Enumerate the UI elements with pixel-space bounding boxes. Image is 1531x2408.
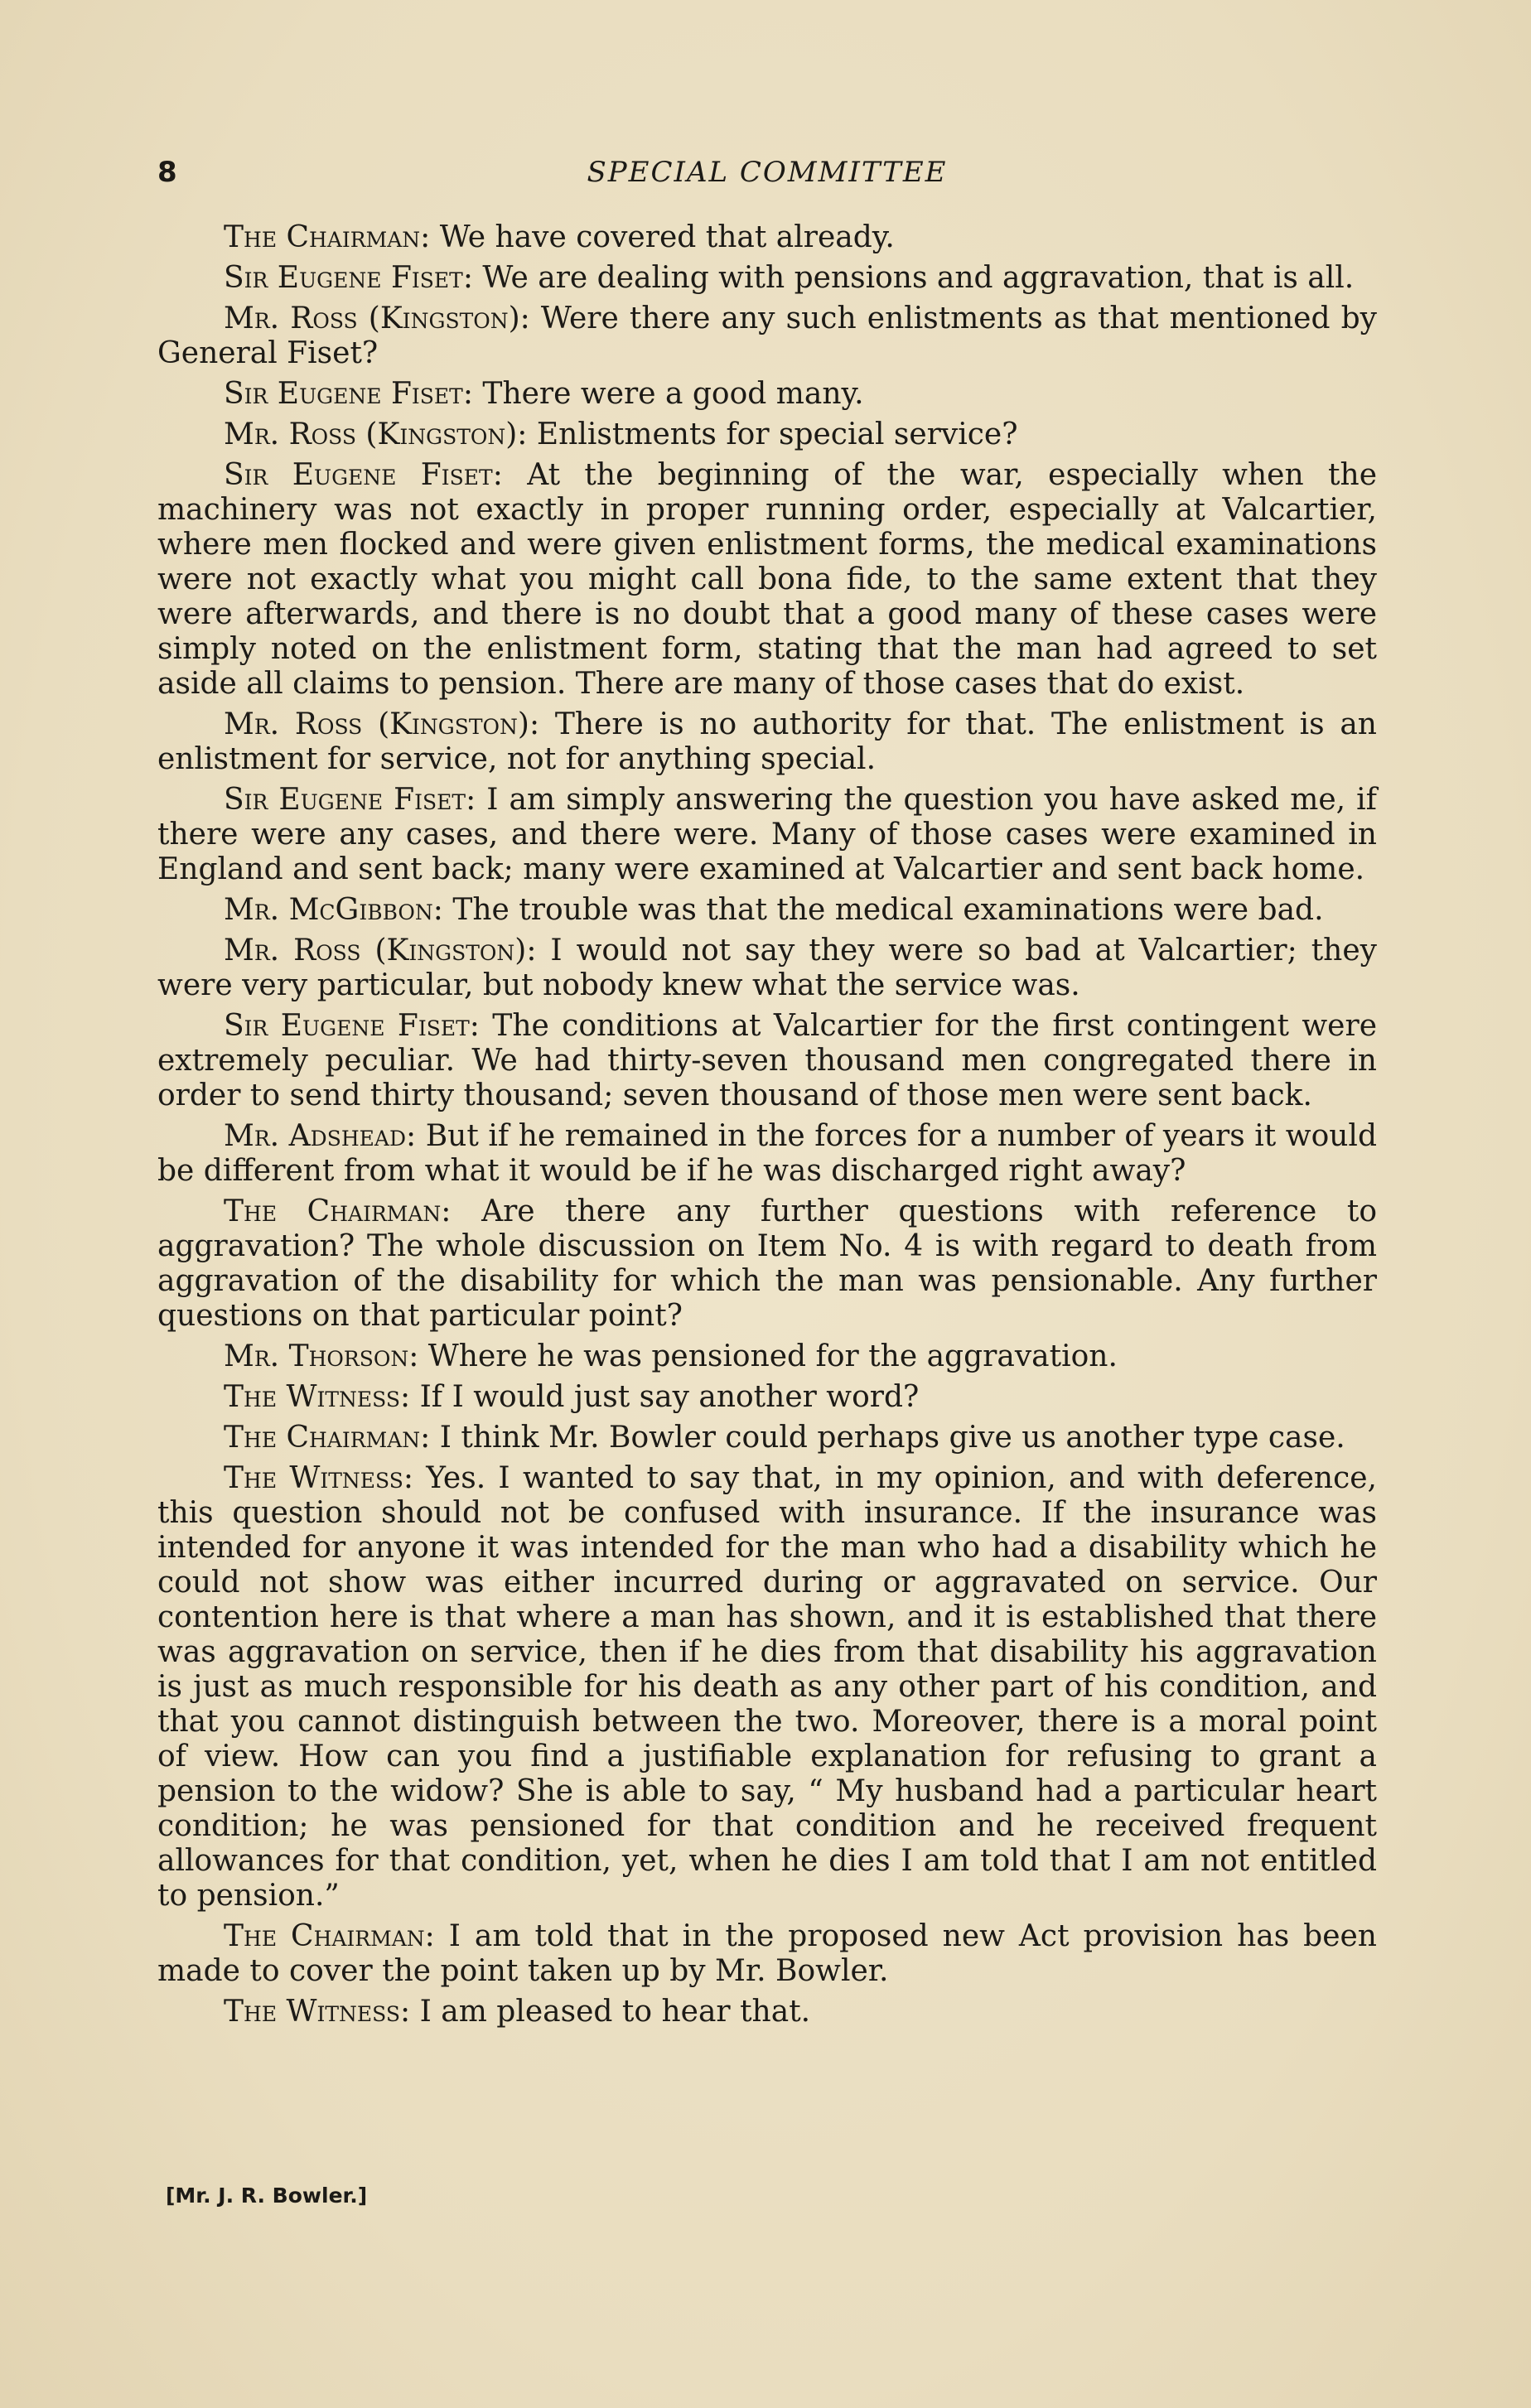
speaker-name: Mr. Ross (Kingston): (224, 417, 528, 451)
speech-text: But if he remained in the forces for a number of years it would be different from what it would be if he was discharged right away? (157, 1119, 1377, 1188)
speaker-name: The Witness: (224, 1995, 411, 2029)
speech-text: Were there any such enlistments as that mentioned by General Fiset? (157, 302, 1377, 370)
transcript-paragraph (157, 377, 1377, 412)
transcript-paragraph (157, 934, 1377, 1003)
speaker-name: Mr. Ross (Kingston): (224, 934, 537, 968)
transcript-paragraph (157, 1194, 1377, 1334)
speech-text: The trouble was that the medical examinations were bad. (442, 893, 1324, 927)
speech-text: There were a good many. (472, 377, 864, 411)
speaker-name: The Witness: (224, 1461, 413, 1495)
speaker-name: The Chairman: (224, 1194, 452, 1228)
speech-text: Enlistments for special service? (527, 417, 1018, 451)
transcript-paragraph (157, 783, 1377, 887)
transcript-paragraph (157, 1919, 1377, 1989)
speech-text: The conditions at Valcartier for the first contingent were extremely peculiar. We had thirty-seven thousand men congregated there in order to send thirty thousand; seven thousand of those men were sent back. (157, 1009, 1377, 1112)
speech-text: I am pleased to hear that. (410, 1995, 811, 2029)
speaker-name: Sir Eugene Fiset: (224, 783, 476, 817)
speaker-name: Sir Eugene Fiset: (224, 261, 473, 295)
transcript-paragraph (157, 302, 1377, 371)
transcript-paragraph (157, 261, 1377, 296)
speech-text: We have covered that already. (430, 220, 895, 254)
transcript-paragraph (157, 220, 1377, 255)
transcript-paragraph (157, 1009, 1377, 1113)
speaker-name: The Chairman: (224, 1919, 435, 1953)
speech-text: At the beginning of the war, especially when the machinery was not exactly in proper running order, especially at Valcartier, where men flocked and were given enlistment forms, the medical examinations were not exactly what you might call bona fide, to the same extent that they were afterwards, and there is no doubt that a good many of these cases were simply noted on the enlistment form, stating that the man had agreed to set aside all claims to pension. There are many of those cases that do exist. (157, 458, 1378, 701)
transcript-paragraph (157, 417, 1377, 452)
speech-text: If I would just say another word? (410, 1380, 920, 1414)
transcript-paragraph (157, 1339, 1377, 1374)
speaker-name: Mr. Thorson: (224, 1339, 419, 1373)
speaker-name: Mr. McGibbon: (224, 893, 443, 927)
speaker-name: The Witness: (224, 1380, 411, 1414)
transcript-body (157, 220, 1377, 2035)
transcript-paragraph (157, 1119, 1377, 1189)
speech-text: I am told that in the proposed new Act provision has been made to cover the point taken up by Mr. Bowler. (157, 1919, 1377, 1988)
speaker-name: The Chairman: (224, 1421, 431, 1455)
transcript-paragraph (157, 1421, 1377, 1455)
speech-text: Where he was pensioned for the aggravation. (418, 1339, 1118, 1373)
speaker-name: Mr. Ross (Kingston): (224, 302, 530, 335)
witness-footnote: [Mr. J. R. Bowler.] (166, 2184, 368, 2208)
page-number: 8 (157, 156, 177, 189)
transcript-paragraph (157, 1380, 1377, 1415)
speech-text: Are there any further questions with reference to aggravation? The whole discussion on Item No. 4 is with regard to death from aggravation of the disability for which the man was pensionable. Any further questions on that particular point? (157, 1194, 1378, 1333)
speaker-name: Sir Eugene Fiset: (224, 458, 503, 492)
running-head: SPECIAL COMMITTEE (587, 156, 948, 189)
transcript-paragraph (157, 1995, 1377, 2029)
speech-text: Yes. I wanted to say that, in my opinion, and with deference, this question should not be confused with insurance. If the insurance was intended for anyone it was intended for the man who had a disability which he could not show was either incurred during or aggravated on service. Our contention here is that where a man has shown, and it is established that there was aggravation on service, then if he dies from that disability his aggravation is just as much responsible for his death as any other part of his condition, and that you cannot distinguish between the two. Moreover, there is a moral point of view. How can you find a justifiable explanation for refusing to grant a pension to the widow? She is able to say, “ My husband had a particular heart condition; he was pensioned for that condition and he received frequent allowances for that condition, yet, when he dies I am told that I am not entitled to pension.” (157, 1461, 1377, 1913)
speech-text: I think Mr. Bowler could perhaps give us another type case. (430, 1421, 1345, 1455)
speech-text: I would not say they were so bad at Valcartier; they were very particular, but nobody knew what the service was. (157, 934, 1377, 1002)
speaker-name: Sir Eugene Fiset: (224, 1009, 480, 1043)
speaker-name: Sir Eugene Fiset: (224, 377, 473, 411)
transcript-paragraph (157, 1461, 1377, 1913)
speaker-name: The Chairman: (224, 220, 431, 254)
transcript-paragraph (157, 458, 1377, 702)
speech-text: We are dealing with pensions and aggravation, that is all. (472, 261, 1355, 295)
transcript-paragraph (157, 707, 1377, 777)
speaker-name: Mr. Adshead: (224, 1119, 417, 1153)
transcript-paragraph (157, 893, 1377, 928)
speaker-name: Mr. Ross (Kingston): (224, 707, 540, 741)
speech-text: There is no authority for that. The enlistment is an enlistment for service, not for anything special. (157, 707, 1377, 776)
page-header (157, 156, 1377, 197)
speech-text: I am simply answering the question you have asked me, if there were any cases, and there were. Many of those cases were examined in England and sent back; many were examined at Valcartier and sent back home. (157, 783, 1377, 886)
